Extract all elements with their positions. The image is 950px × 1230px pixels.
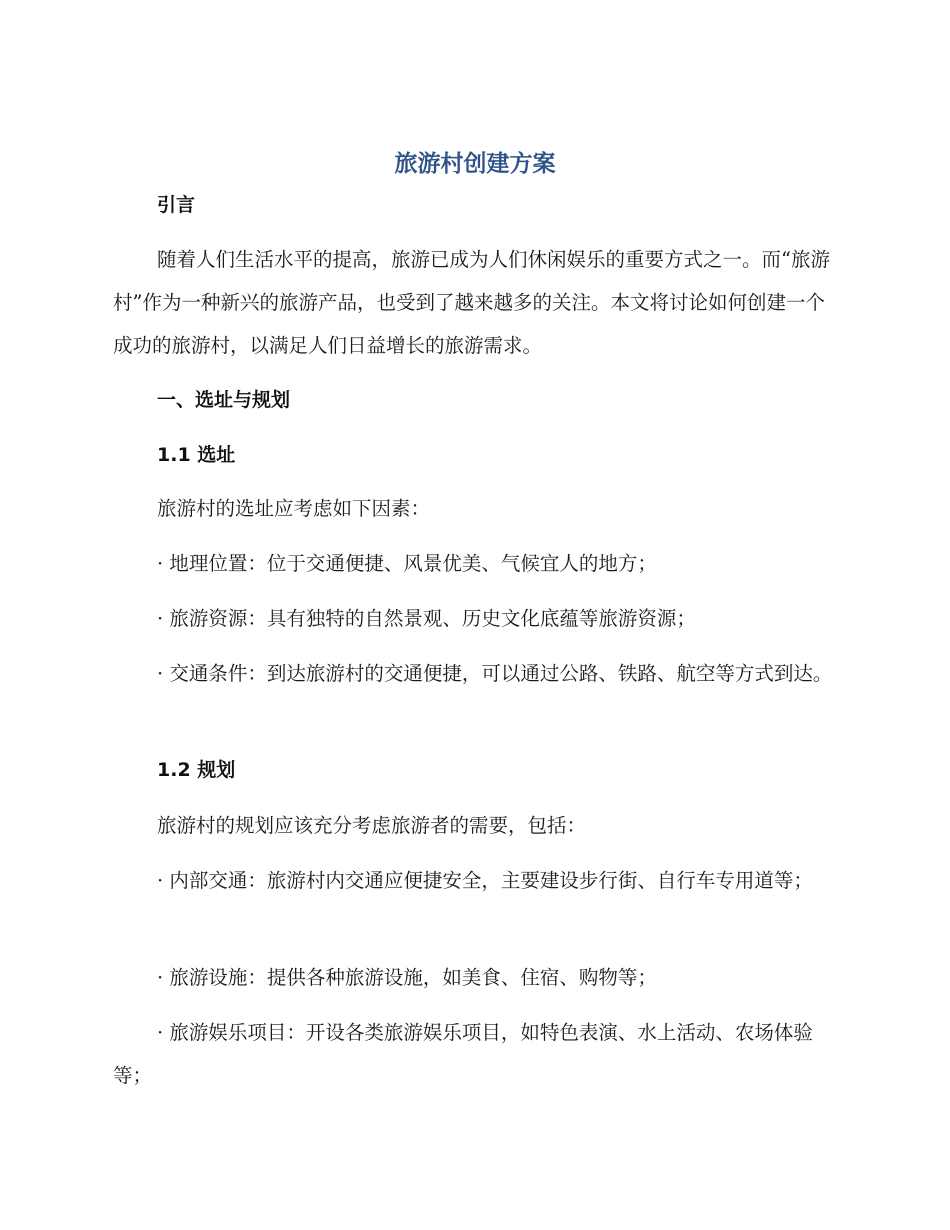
list-item: · 旅游资源：具有独特的自然景观、历史文化底蕴等旅游资源； [157,607,696,630]
subsection-1-2-heading: 1.2 规划 [157,759,236,781]
list-item: · 旅游娱乐项目：开设各类旅游娱乐项目，如特色表演、水上活动、农场体验等； [113,1021,813,1087]
subsection-1-1-lead: 旅游村的选址应考虑如下因素： [157,497,431,520]
subsection-1-1-heading: 1.1 选址 [157,444,236,466]
section-1-heading: 一、选址与规划 [157,389,291,411]
subsection-1-2-lead: 旅游村的规划应该充分考虑旅游者的需要，包括： [157,814,587,837]
list-item: · 内部交通：旅游村内交通应便捷安全，主要建设步行街、自行车专用道等； [157,869,813,892]
intro-heading: 引言 [157,194,196,216]
list-item: · 地理位置：位于交通便捷、风景优美、气候宜人的地方； [157,552,657,575]
list-item: · 交通条件：到达旅游村的交通便捷，可以通过公路、铁路、航空等方式到达。 [157,662,833,685]
document-title: 旅游村创建方案 [394,151,556,177]
intro-paragraph: 随着人们生活水平的提高，旅游已成为人们休闲娱乐的重要方式之一。而“旅游村”作为一种新兴的旅游产品，也受到了越来越多的关注。本文将讨论如何创建一个成功的旅游村，以满足人们日益增长的旅游需求。 [113,248,830,357]
list-item: · 旅游设施：提供各种旅游设施，如美食、住宿、购物等； [157,966,657,989]
